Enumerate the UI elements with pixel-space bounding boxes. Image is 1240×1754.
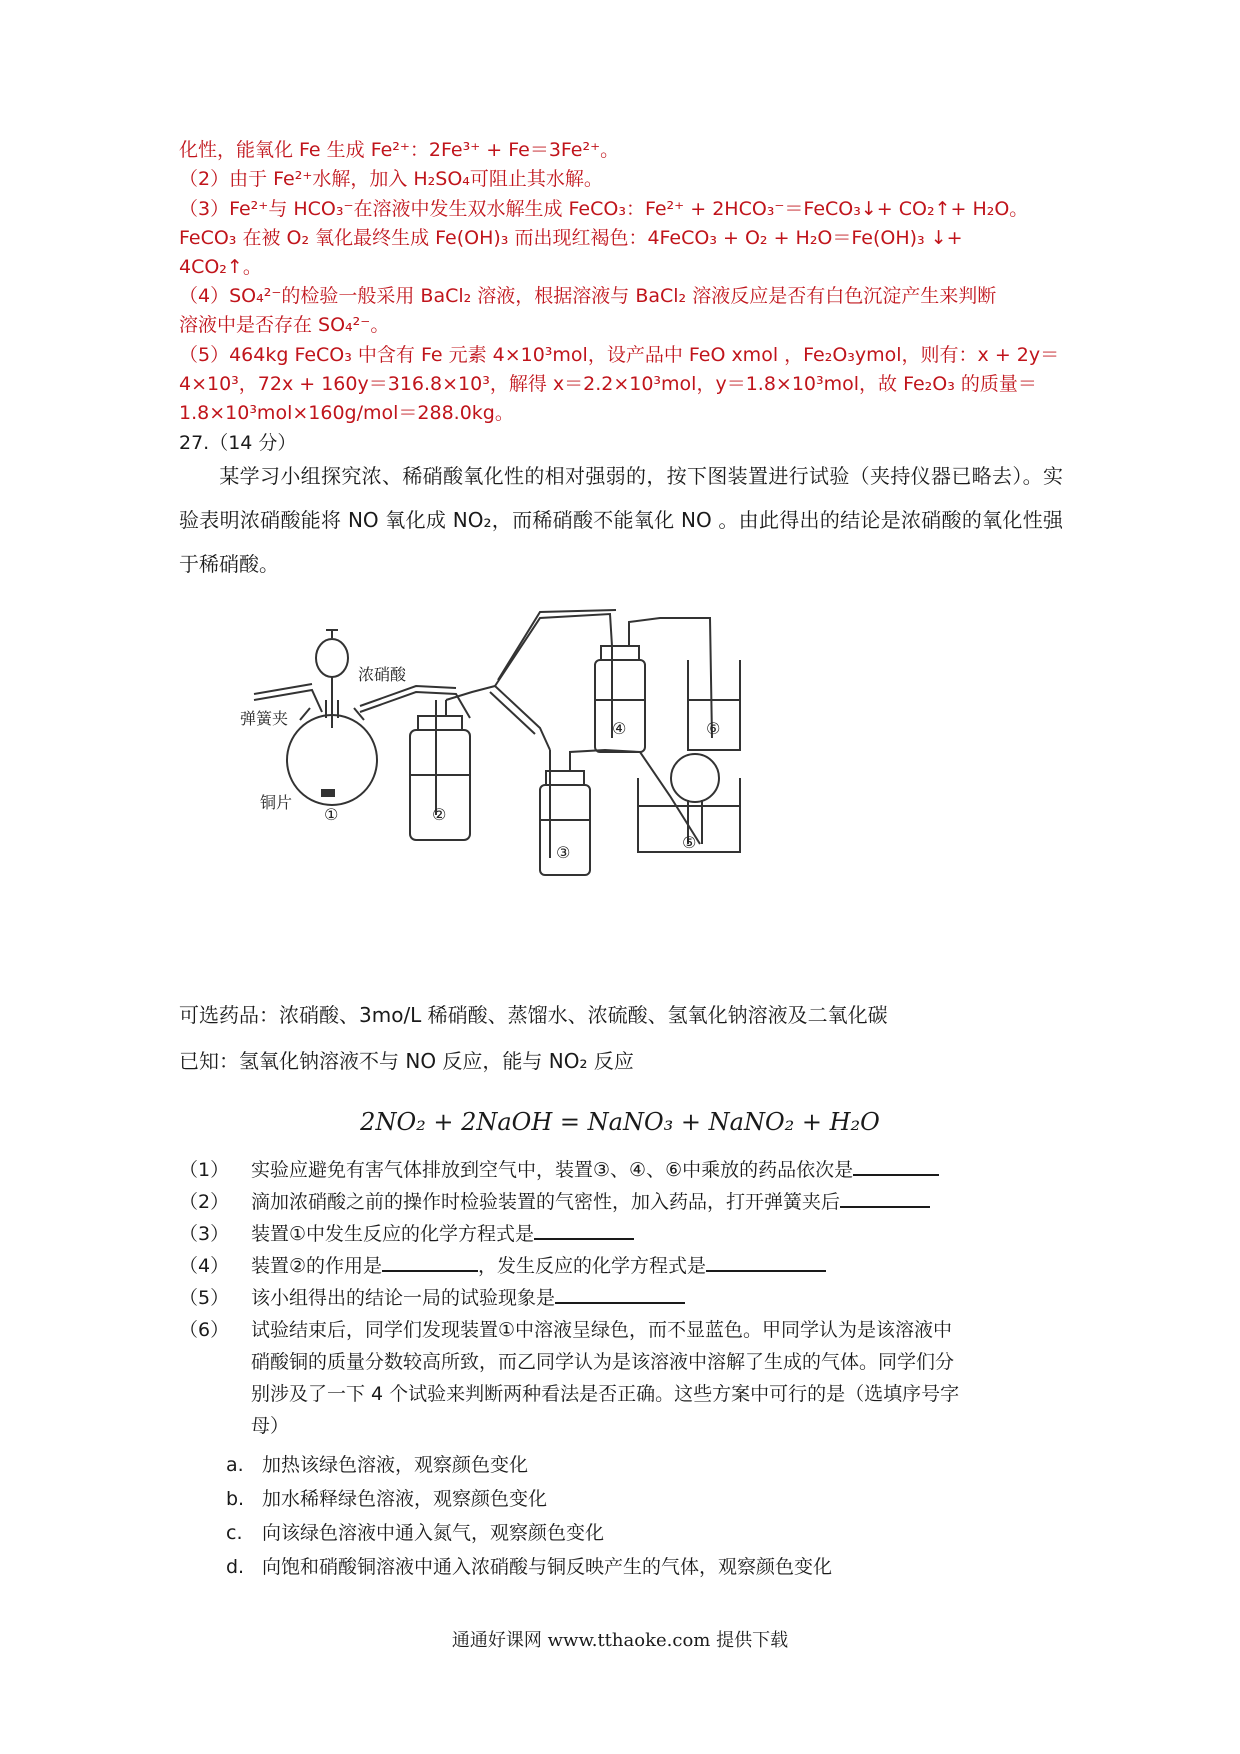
option-b[interactable] [226,1484,547,1514]
label-apparatus-2: ② [432,805,447,824]
answer-blank-4b[interactable] [706,1250,826,1272]
answer-line-6: （4）SO₄²⁻的检验一般采用 BaCl₂ 溶液，根据溶液与 BaCl₂ 溶液反应是否有白色沉淀产生来判断 [179,285,997,307]
answer-blank-4a[interactable] [382,1250,478,1272]
label-apparatus-3: ③ [556,843,571,862]
subquestion-5-number: （5） [179,1287,230,1309]
answer-blank-5[interactable] [555,1282,685,1304]
known-condition: 已知：氢氧化钠溶液不与 NO 反应，能与 NO₂ 反应 [179,1049,634,1073]
subquestion-3-text: 装置①中发生反应的化学方程式是 [251,1223,535,1245]
label-apparatus-5: ⑤ [682,833,697,852]
option-a[interactable] [226,1450,528,1480]
subquestion-6 [179,1314,1051,1442]
option-a-text: 加热该绿色溶液，观察颜色变化 [262,1454,529,1476]
answer-line-7: 溶液中是否存在 SO₄²⁻。 [179,314,390,336]
option-d[interactable] [226,1552,832,1582]
answer-line-2: （2）由于 Fe²⁺水解，加入 H₂SO₄可阻止其水解。 [179,168,603,190]
option-b-text: 加水稀释绿色溶液，观察颜色变化 [262,1488,548,1510]
label-spring-clip: 弹簧夹 [240,709,289,728]
subquestion-3 [179,1218,634,1250]
subquestion-6-number: （6） [179,1319,230,1341]
answer-blank-1[interactable] [853,1154,939,1176]
subquestion-4-number: （4） [179,1255,230,1277]
apparatus-diagram [240,600,890,880]
subquestion-5 [179,1282,685,1314]
answer-blank-2[interactable] [840,1186,930,1208]
subquestion-4 [179,1250,826,1282]
subquestion-3-number: （3） [179,1223,230,1245]
question-intro-text: 某学习小组探究浓、稀硝酸氧化性的相对强弱的，按下图装置进行试验（夹持仪器已略去）。实验表明浓硝酸能将 NO 氧化成 NO₂，而稀硝酸不能氧化 NO 。由此得出的结论是浓硝酸的氧化性强于稀硝酸。 [179,464,1063,576]
option-d-text: 向饱和硝酸铜溶液中通入浓硝酸与铜反映产生的气体，观察颜色变化 [262,1556,833,1578]
subquestion-6-line-3: 别涉及了一下 4 个试验来判断两种看法是否正确。这些方案中可行的是（选填序号字 [251,1383,960,1405]
subquestion-6-line-2: 硝酸铜的质量分数较高所致，而乙同学认为是该溶液中溶解了生成的气体。同学们分 [251,1351,955,1373]
question-intro [179,454,1063,586]
label-concentrated-nitric-acid: 浓硝酸 [358,665,407,684]
option-a-key: a. [226,1454,244,1476]
question-heading: 27.（14 分） [179,432,297,454]
answer-line-3: （3）Fe²⁺与 HCO₃⁻在溶液中发生双水解生成 FeCO₃：Fe²⁺ + 2HCO₃⁻＝FeCO₃↓+ CO₂↑+ H₂O。 [179,198,1029,220]
subquestion-1-number: （1） [179,1159,230,1181]
option-c-text: 向该绿色溶液中通入氮气，观察颜色变化 [262,1522,605,1544]
answer-line-4: FeCO₃ 在被 O₂ 氧化最终生成 Fe(OH)₃ 而出现红褐色：4FeCO₃ + O₂ + H₂O＝Fe(OH)₃ ↓+ [179,227,963,249]
option-c[interactable] [226,1518,604,1548]
answer-blank-3[interactable] [534,1218,634,1240]
option-c-key: c. [226,1522,243,1544]
answer-line-8: （5）464kg FeCO₃ 中含有 Fe 元素 4×10³mol，设产品中 FeO xmol ，Fe₂O₃ymol，则有：x + 2y＝ [179,344,1060,366]
answer-line-9: 4×10³，72x + 160y＝316.8×10³，解得 x＝2.2×10³mol，y＝1.8×10³mol，故 Fe₂O₃ 的质量＝ [179,373,1037,395]
subquestion-5-text: 该小组得出的结论一局的试验现象是 [251,1287,556,1309]
subquestion-2 [179,1186,930,1218]
subquestion-4-text-b: ，发生反应的化学方程式是 [478,1255,707,1277]
option-d-key: d. [226,1556,245,1578]
subquestion-2-text: 滴加浓硝酸之前的操作时检验装置的气密性，加入药品，打开弹簧夹后 [251,1191,841,1213]
subquestion-1-text: 实验应避免有害气体排放到空气中，装置③、④、⑥中乘放的药品依次是 [251,1159,854,1181]
option-b-key: b. [226,1488,245,1510]
label-apparatus-1: ① [324,805,339,824]
subquestion-6-line-4: 母） [251,1415,290,1437]
answer-line-10: 1.8×10³mol×160g/mol＝288.0kg。 [179,402,514,424]
subquestion-6-line-1: 试验结束后，同学们发现装置①中溶液呈绿色，而不显蓝色。甲同学认为是该溶液中 [251,1319,953,1341]
label-apparatus-4: ④ [612,719,627,738]
subquestion-4-text-a: 装置②的作用是 [251,1255,383,1277]
answer-line-5: 4CO₂↑。 [179,256,262,278]
subquestion-2-number: （2） [179,1191,230,1213]
label-apparatus-6: ⑥ [706,719,721,738]
page-footer: 通通好课网 www.tthaoke.com 提供下载 [451,1630,789,1651]
available-drugs: 可选药品：浓硝酸、3mo/L 稀硝酸、蒸馏水、浓硫酸、氢氧化钠溶液及二氧化碳 [179,1003,888,1027]
reaction-equation: 2NO₂ + 2NaOH = NaNO₃ + NaNO₂ + H₂O [360,1108,880,1136]
answer-line-1: 化性，能氧化 Fe 生成 Fe²⁺：2Fe³⁺ + Fe＝3Fe²⁺。 [179,139,620,161]
label-copper: 铜片 [260,793,293,812]
subquestion-1 [179,1154,939,1186]
